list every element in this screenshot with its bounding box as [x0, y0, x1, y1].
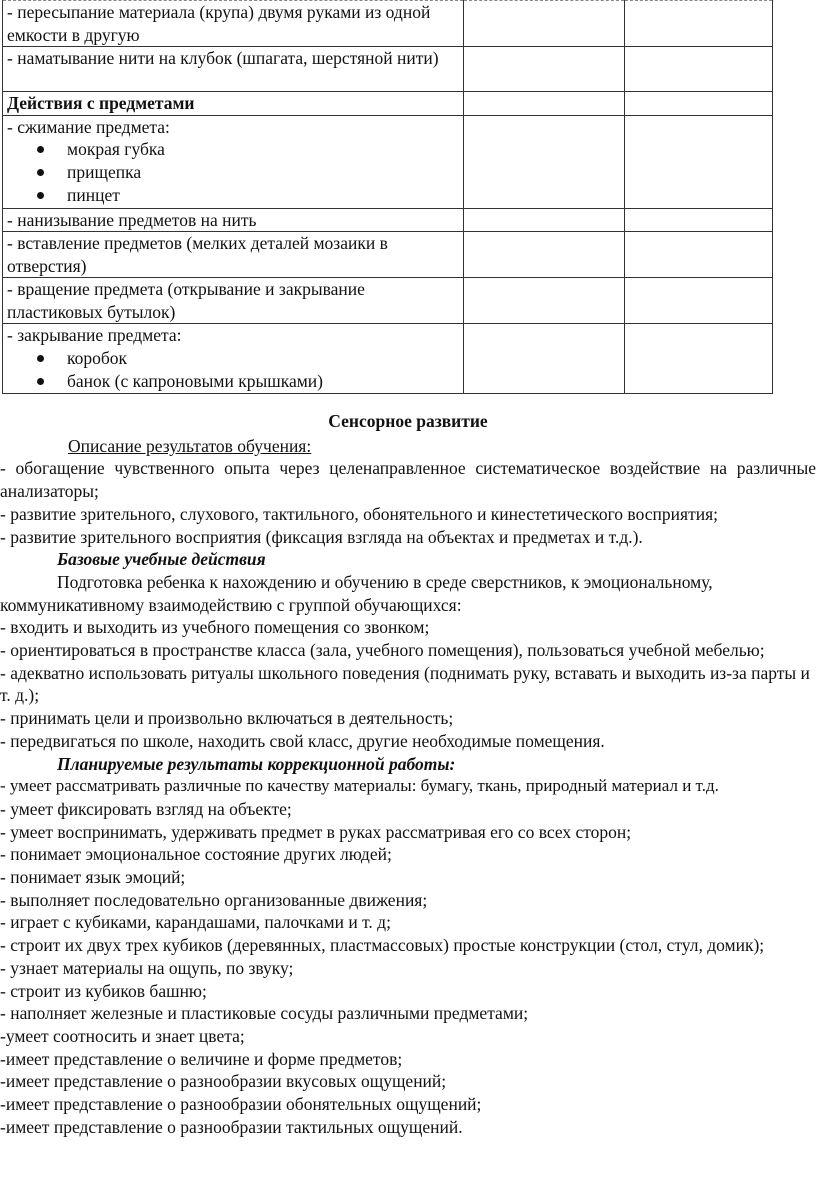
paragraph-line: - наполняет железные и пластиковые сосуды различными предметами; [0, 1003, 529, 1024]
table-cell-empty [464, 208, 625, 232]
table-cell-empty [464, 278, 625, 324]
paragraph-line: - адекватно использовать ритуалы школьного поведения (поднимать руку, вставать и выходить из-за парты и т. д.); [0, 662, 810, 706]
section-subtitle: Описание результатов обучения: [68, 435, 312, 456]
table-cell-empty [625, 208, 773, 232]
table-cell-empty [464, 92, 625, 116]
list-item: прищепка [35, 161, 459, 184]
table-cell-skill: - нанизывание предметов на нить [3, 208, 464, 232]
table-row [3, 1, 773, 47]
table-cell-empty [625, 92, 773, 116]
table-cell-empty [464, 1, 625, 47]
list-item: банок (с капроновыми крышками) [35, 370, 459, 393]
table-cell-empty [464, 47, 625, 92]
paragraph-line: - развитие зрительного, слухового, тактильного, обонятельного и кинестетического восприятия; [0, 503, 718, 524]
table-cell-empty [464, 115, 625, 208]
table-cell-skill: - сжимание предмета: мокрая губка прищепка пинцет [3, 115, 464, 208]
paragraph-line: - понимает язык эмоций; [0, 867, 186, 888]
table-cell-skill: - наматывание нити на клубок (шпагата, шерстяной нити) [3, 47, 464, 92]
paragraph-line: -имеет представление о величине и форме предметов; [0, 1048, 403, 1069]
paragraph-line: - умеет рассматривать различные по качеству материалы: бумагу, ткань, природный материал и т.д. [0, 776, 719, 796]
paragraph-line: - умеет фиксировать взгляд на объекте; [0, 798, 292, 819]
table-cell-empty [625, 115, 773, 208]
table-cell-empty [625, 1, 773, 47]
table-cell-skill: - вращение предмета (открывание и закрывание пластиковых бутылок) [3, 278, 464, 324]
table-cell-skill: - пересыпание материала (крупа) двумя руками из одной емкости в другую [3, 1, 464, 47]
paragraph-line: - передвигаться по школе, находить свой класс, другие необходимые помещения. [0, 730, 605, 751]
table-row [3, 115, 773, 208]
paragraph-line: - входить и выходить из учебного помещения со звонком; [0, 617, 430, 638]
bullet-list [7, 138, 459, 207]
skills-table [2, 0, 773, 394]
paragraph-line: - узнает материалы на ощупь, по звуку; [0, 957, 294, 978]
table-cell-empty [464, 324, 625, 394]
list-item: пинцет [35, 184, 459, 207]
table-row [3, 92, 773, 116]
table-cell-empty [625, 278, 773, 324]
table-cell-empty [625, 324, 773, 394]
sensory-development-section [0, 410, 816, 1139]
table-cell-empty [625, 232, 773, 278]
paragraph-line: - ориентироваться в пространстве класса (зала, учебного помещения), пользоваться учебной мебелью; [0, 640, 765, 661]
planned-results-heading: Планируемые результаты коррекционной работы: [57, 753, 456, 774]
paragraph-line: -имеет представление о разнообразии обонятельных ощущений; [0, 1094, 482, 1115]
basic-actions-heading: Базовые учебные действия [57, 549, 266, 570]
paragraph-line: - развитие зрительного восприятия (фиксация взгляда на объектах и предметах и т.д.). [0, 526, 643, 547]
paragraph-line: -имеет представление о разнообразии вкусовых ощущений; [0, 1071, 447, 1092]
table-row [3, 208, 773, 232]
table-cell-skill: - закрывание предмета: коробок банок (с капроновыми крышками) [3, 324, 464, 394]
paragraph-line: - понимает эмоциональное состояние других людей; [0, 844, 392, 865]
table-row [3, 47, 773, 92]
table-cell-empty [625, 47, 773, 92]
paragraph-line: - выполняет последовательно организованные движения; [0, 889, 428, 910]
paragraph-line: -имеет представление о разнообразии тактильных ощущений. [0, 1116, 463, 1137]
paragraph-line: -умеет соотносить и знает цвета; [0, 1025, 245, 1046]
paragraph-line: - играет с кубиками, карандашами, палочками и т. д; [0, 912, 391, 933]
paragraph-line: - умеет воспринимать, удерживать предмет в руках рассматривая его со всех сторон; [0, 821, 632, 842]
table-cell-empty [464, 232, 625, 278]
section-title: Сенсорное развитие [328, 411, 488, 431]
table-row [3, 232, 773, 278]
list-item: коробок [35, 347, 459, 370]
bullet-list [7, 347, 459, 393]
table-cell-heading: Действия с предметами [3, 92, 464, 116]
paragraph-line: - обогащение чувственного опыта через целенаправленное систематическое воздействие на различные анализаторы; [0, 458, 816, 502]
list-item: мокрая губка [35, 138, 459, 161]
paragraph-line: - строит из кубиков башню; [0, 980, 207, 1001]
table-row [3, 324, 773, 394]
basic-actions-intro: Подготовка ребенка к нахождению и обучению в среде сверстников, к эмоциональному, коммуникативному взаимодействию с группой обучающихся: [0, 571, 713, 615]
paragraph-line: - строит их двух трех кубиков (деревянных, пластмассовых) простые конструкции (стол, стул, домик); [0, 935, 765, 956]
paragraph-line: - принимать цели и произвольно включаться в деятельность; [0, 708, 454, 729]
table-row [3, 278, 773, 324]
table-cell-skill: - вставление предметов (мелких деталей мозаики в отверстия) [3, 232, 464, 278]
